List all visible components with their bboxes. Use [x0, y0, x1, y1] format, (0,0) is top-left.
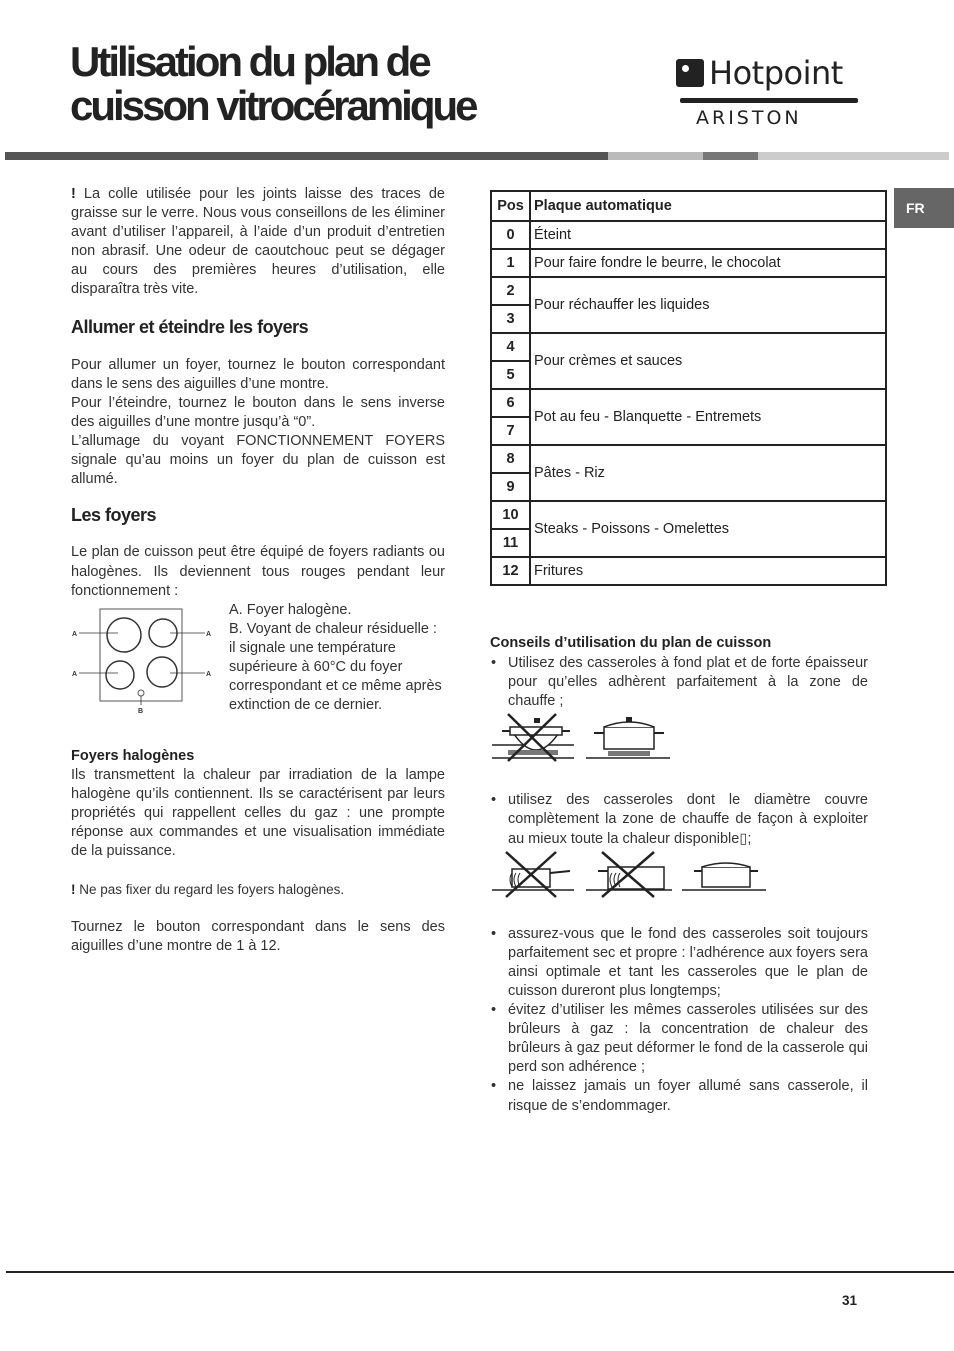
halogen-text: Ils transmettent la chaleur par irradiation de la lampe halogène qu’ils contiennent. Ils se caractérisent par leurs propriétés qui rappellent celles du gaz : une prompte réponse aux commandes et une visualisation immédiate de la puissance. [71, 766, 445, 860]
table-cell-label: Éteint [530, 221, 886, 249]
table-cell-pos: 6 [491, 389, 530, 417]
table-cell-pos: 7 [491, 417, 530, 445]
right-column [490, 634, 868, 1116]
hob-figure [71, 601, 445, 734]
advice-bullet-2: • utilisez des casseroles dont le diamètre couvre complètement la zone de chauffe de façon à exploiter au mieux toute la chaleur disponible▯; [490, 791, 868, 848]
table-cell-label: Fritures [530, 557, 886, 585]
table-cell-pos: 4 [491, 333, 530, 361]
table-cell-label: Pot au feu - Blanquette - Entremets [530, 389, 886, 445]
table-row [491, 389, 886, 417]
hob-legend [229, 601, 445, 716]
advice-bullet-5: • ne laissez jamais un foyer allumé sans casserole, il risque de s’endommager. [490, 1077, 868, 1115]
settings-table [490, 190, 887, 586]
table-row [491, 557, 886, 585]
brand-name: Hotpoint [709, 54, 843, 92]
diagram-label-a1: A [72, 630, 78, 638]
diagram-label-a4: A [206, 670, 212, 678]
table-header-row [491, 191, 886, 221]
table-cell-label: Pour faire fondre le beurre, le chocolat [530, 249, 886, 277]
pan-diameter-icon [490, 849, 770, 921]
advice-title: Conseils d’utilisation du plan de cuisson [490, 635, 772, 651]
advice-bullet-3: • assurez-vous que le fond des casseroles soit toujours parfaitement sec et propre : l’adhérence aux foyers sera ainsi optimale et tant les casseroles que le plan de cuisson dureront plus longtemps; [490, 925, 868, 1001]
language-tab[interactable]: FR [894, 188, 954, 228]
diagram-label-a3: A [72, 670, 78, 678]
advice-bullet-1: • Utilisez des casseroles à fond plat et de forte épaisseur pour qu’elles adhèrent parfaitement à la zone de chauffe ; [490, 654, 868, 711]
brand-logo [676, 56, 862, 129]
pan-flat-bottom-icon [490, 711, 690, 785]
table-cell-pos: 8 [491, 445, 530, 473]
table-header-pos: Pos [491, 191, 530, 221]
table-cell-label: Pour crèmes et sauces [530, 333, 886, 389]
flat-bottom-illustration [490, 711, 868, 785]
diameter-illustration [490, 849, 868, 921]
table-row [491, 445, 886, 473]
section-title-on-off: Allumer et éteindre les foyers [71, 316, 309, 337]
header-bar-pale [758, 152, 949, 160]
legend-a: A. Foyer halogène. [229, 601, 352, 618]
header-bar-dark [5, 152, 608, 160]
footer-divider [6, 1271, 954, 1273]
table-cell-pos: 0 [491, 221, 530, 249]
advice-bullet-4: • évitez d’utiliser les mêmes casseroles utilisées sur des brûleurs à gaz : la concentration de chaleur des brûleurs à gaz peut déformer le fond de la casserole qui perd son adhérence ; [490, 1001, 868, 1077]
table-cell-pos: 1 [491, 249, 530, 277]
final-paragraph: Tournez le bouton correspondant dans le sens des aiguilles d’une montre de 1 à 12. [71, 919, 445, 955]
intro-mark: ! [71, 186, 76, 202]
table-header-label: Plaque automatique [530, 191, 886, 221]
subsection-title-halogen: Foyers halogènes [71, 747, 195, 764]
table-cell-pos: 10 [491, 501, 530, 529]
legend-b: B. Voyant de chaleur résiduelle : il signale une température supérieure à 60°C du foyer correspondant et ce même après extinction de ce dernier. [229, 620, 442, 714]
warning-text: Ne pas fixer du regard les foyers halogènes. [75, 882, 345, 898]
logo-divider [680, 98, 858, 103]
table-row [491, 333, 886, 361]
diagram-label-a2: A [206, 630, 212, 638]
header-bar-light [608, 152, 703, 160]
table-row [491, 277, 886, 305]
page-title-line1: Utilisation du plan de [70, 38, 429, 85]
table-row [491, 501, 886, 529]
table-cell-pos: 5 [491, 361, 530, 389]
left-column [71, 185, 445, 957]
page-title-line2: cuisson vitrocéramique [70, 82, 476, 129]
page-title [70, 40, 476, 128]
table-cell-pos: 9 [491, 473, 530, 501]
table-row [491, 249, 886, 277]
warning-mark: ! [71, 882, 76, 898]
foyers-text: Le plan de cuisson peut être équipé de foyers radiants ou halogènes. Ils deviennent tous rouges pendant leur fonctionnement : [71, 544, 445, 599]
on-off-text-2: Pour l’éteindre, tournez le bouton dans le sens inverse des aiguilles d’une montre jusqu’à “0”. [71, 394, 445, 430]
intro-text: La colle utilisée pour les joints laisse des traces de graisse sur le verre. Nous vous conseillons de les éliminer avant d’utiliser l’appareil, à l’aide d’un produit d’entretien non abrasif. Une odeur de caoutchouc peut se dégager au cours des premières heures d’utilisation, elle disparaîtra très vite. [71, 186, 445, 298]
table-cell-label: Steaks - Poissons - Omelettes [530, 501, 886, 557]
table-cell-pos: 12 [491, 557, 530, 585]
diagram-label-b: B [138, 707, 144, 715]
table-cell-pos: 2 [491, 277, 530, 305]
on-off-text-3: L’allumage du voyant FONCTIONNEMENT FOYERS signale qu’au moins un foyer du plan de cuisson est allumé. [71, 433, 445, 488]
page-number: 31 [842, 1293, 858, 1308]
hob-diagram [71, 603, 221, 733]
table-cell-label: Pâtes - Riz [530, 445, 886, 501]
section-title-foyers: Les foyers [71, 505, 157, 526]
table-row [491, 221, 886, 249]
table-cell-pos: 11 [491, 529, 530, 557]
table-cell-pos: 3 [491, 305, 530, 333]
brand-subname: ARISTON [696, 107, 802, 129]
on-off-text-1: Pour allumer un foyer, tournez le bouton correspondant dans le sens des aiguilles d’une montre. [71, 356, 445, 392]
warning-paragraph [71, 880, 445, 899]
logo-mark-icon [676, 59, 704, 87]
intro-paragraph [71, 185, 445, 300]
header-bar-mid [703, 152, 758, 160]
table-cell-label: Pour réchauffer les liquides [530, 277, 886, 333]
